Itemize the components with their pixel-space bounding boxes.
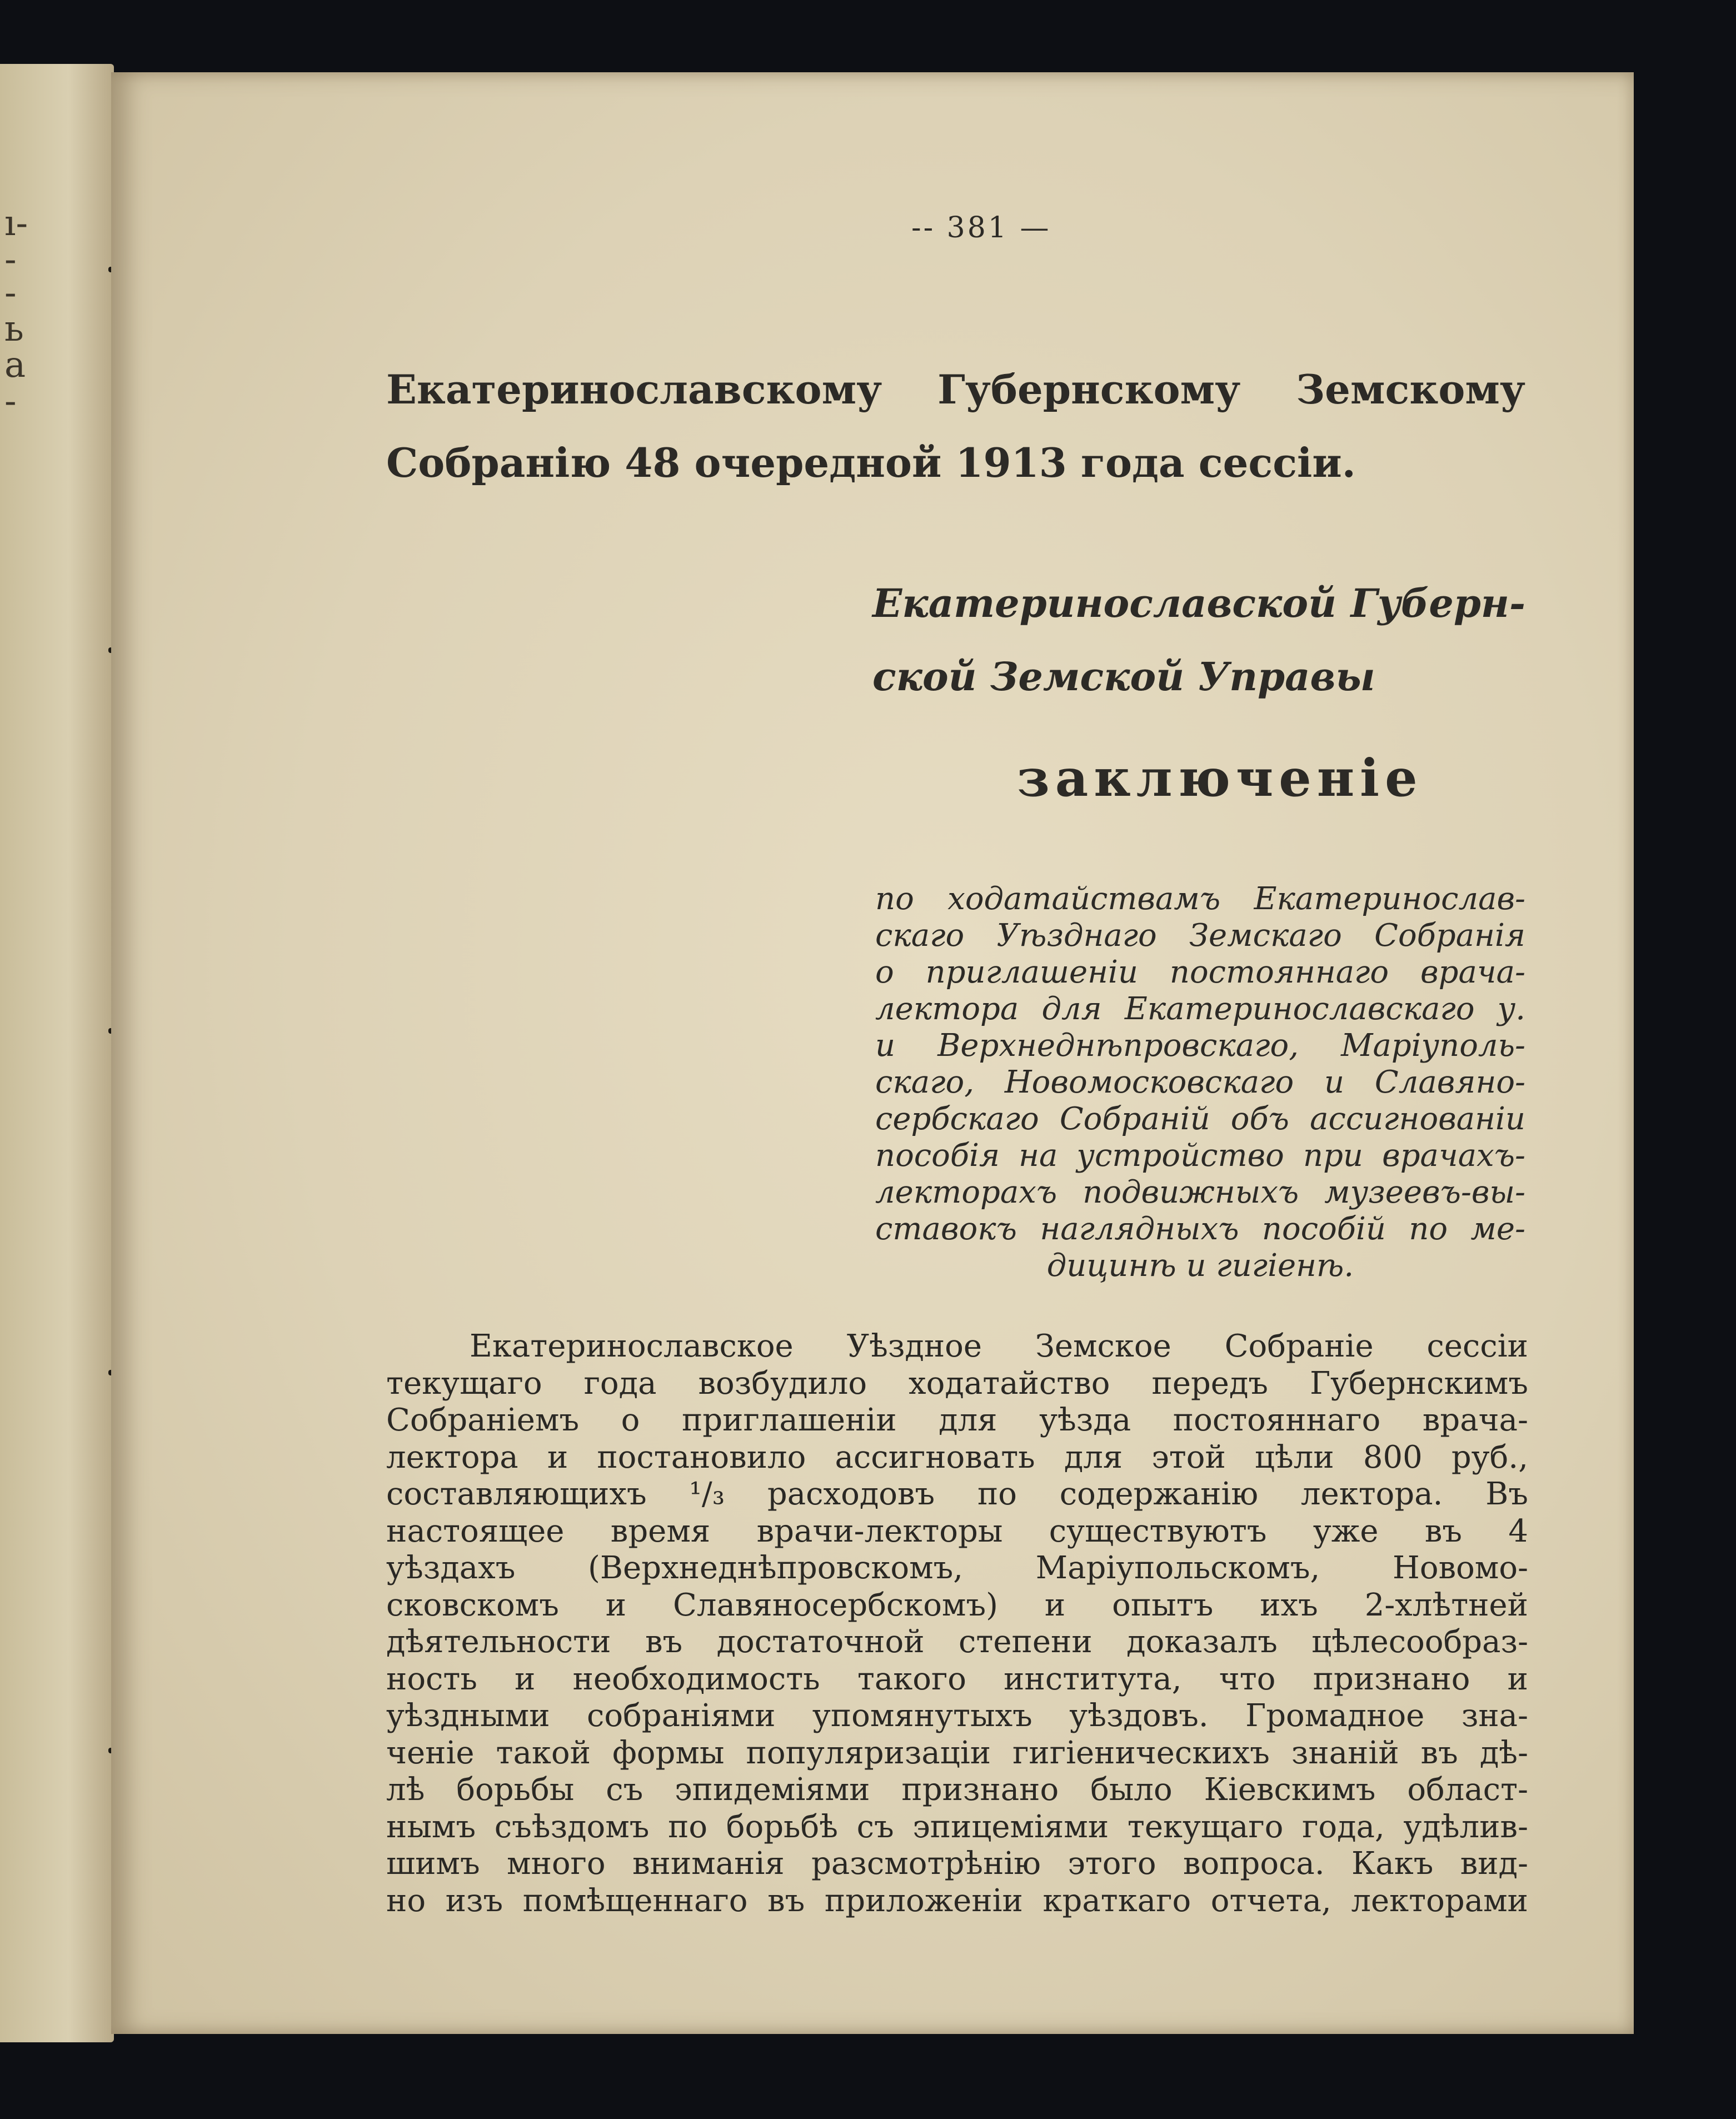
body-paragraph [386,1328,1528,1919]
board-line: Екатеринославской Губерн- [872,580,1525,626]
page-number: -- 381 — [911,211,1051,245]
conclusion-title: заключеніе [1017,748,1423,808]
body-line: сковскомъ и Славяносербскомъ) и опытъ ихъ 2-хлѣтней [386,1587,1528,1623]
subject-line: скаго, Новомосковскаго и Славяно- [875,1064,1525,1100]
body-line: составляющихъ ¹/₃ расходовъ по содержанію лектора. Въ [386,1476,1528,1512]
subject-line: пособія на устройство при врачахъ- [875,1138,1525,1174]
margin-fragment: а [4,345,26,386]
subject-line: и Верхнеднѣпровскаго, Маріуполь- [875,1028,1525,1064]
document-heading [386,353,1525,500]
subject-line: ставокъ наглядныхъ пособій по ме- [875,1211,1525,1247]
margin-fragment: ı- [4,203,28,244]
subject-line: лекторахъ подвижныхъ музеевъ-вы- [875,1174,1525,1210]
heading-line: Екатеринославскому Губернскому Земскому [386,366,1525,413]
body-line: Екатеринославское Уѣздное Земское Собраніе сессіи [470,1328,1528,1364]
body-line: нымъ съѣздомъ по борьбѣ съ эпицеміями текущаго года, удѣлив- [386,1808,1528,1845]
heading-line: Собранію 48 очередной 1913 года сессіи. [386,439,1356,486]
body-line: Собраніемъ о приглашеніи для уѣзда постояннаго врача- [386,1402,1528,1438]
body-line: лектора и постановило ассигновать для этой цѣли 800 руб., [386,1439,1528,1475]
body-line: шимъ много вниманія разсмотрѣнію этого вопроса. Какъ вид- [386,1846,1528,1882]
subject-line: лектора для Екатеринославскаго у. [875,991,1525,1027]
book-page [111,72,1634,2034]
margin-fragment: ь [4,308,24,350]
subject-line: сербскаго Собраній объ ассигнованіи [875,1101,1525,1137]
body-line: ченіе такой формы популяризаціи гигіеническихъ знаній въ дѣ- [386,1734,1528,1771]
body-line: дѣятельности въ достаточной степени доказалъ цѣлесообраз- [386,1624,1528,1660]
subject-line: скаго Уѣзднаго Земскаго Собранія [875,918,1525,954]
body-line: лѣ борьбы съ эпидеміями признано было Кіевскимъ област- [386,1772,1528,1808]
subject-line: дицинѣ и гигіенѣ. [1046,1248,1354,1284]
issuing-board [872,567,1525,714]
margin-fragment: - [4,381,17,422]
body-line: текущаго года возбудило ходатайство передъ Губернскимъ [386,1365,1528,1402]
body-line: ность и необходимость такого института, что признано и [386,1661,1528,1697]
body-line: уѣздахъ (Верхнеднѣпровскомъ, Маріупольскомъ, Новомо- [386,1550,1528,1586]
board-line: ской Земской Управы [872,654,1375,700]
subject-line: по ходатайствамъ Екатеринослав- [875,881,1525,917]
body-line: настоящее время врачи-лекторы существуютъ уже въ 4 [386,1513,1528,1549]
subject-block [875,881,1525,1284]
previous-page-edge [0,64,114,2042]
body-line: уѣздными собраніями упомянутыхъ уѣздовъ. Громадное зна- [386,1698,1528,1734]
body-line: но изъ помѣщеннаго въ приложеніи краткаго отчета, лекторами [386,1882,1528,1919]
margin-fragment: - [4,272,17,313]
subject-line: о приглашеніи постояннаго врача- [875,954,1525,990]
margin-fragment: - [4,239,17,280]
